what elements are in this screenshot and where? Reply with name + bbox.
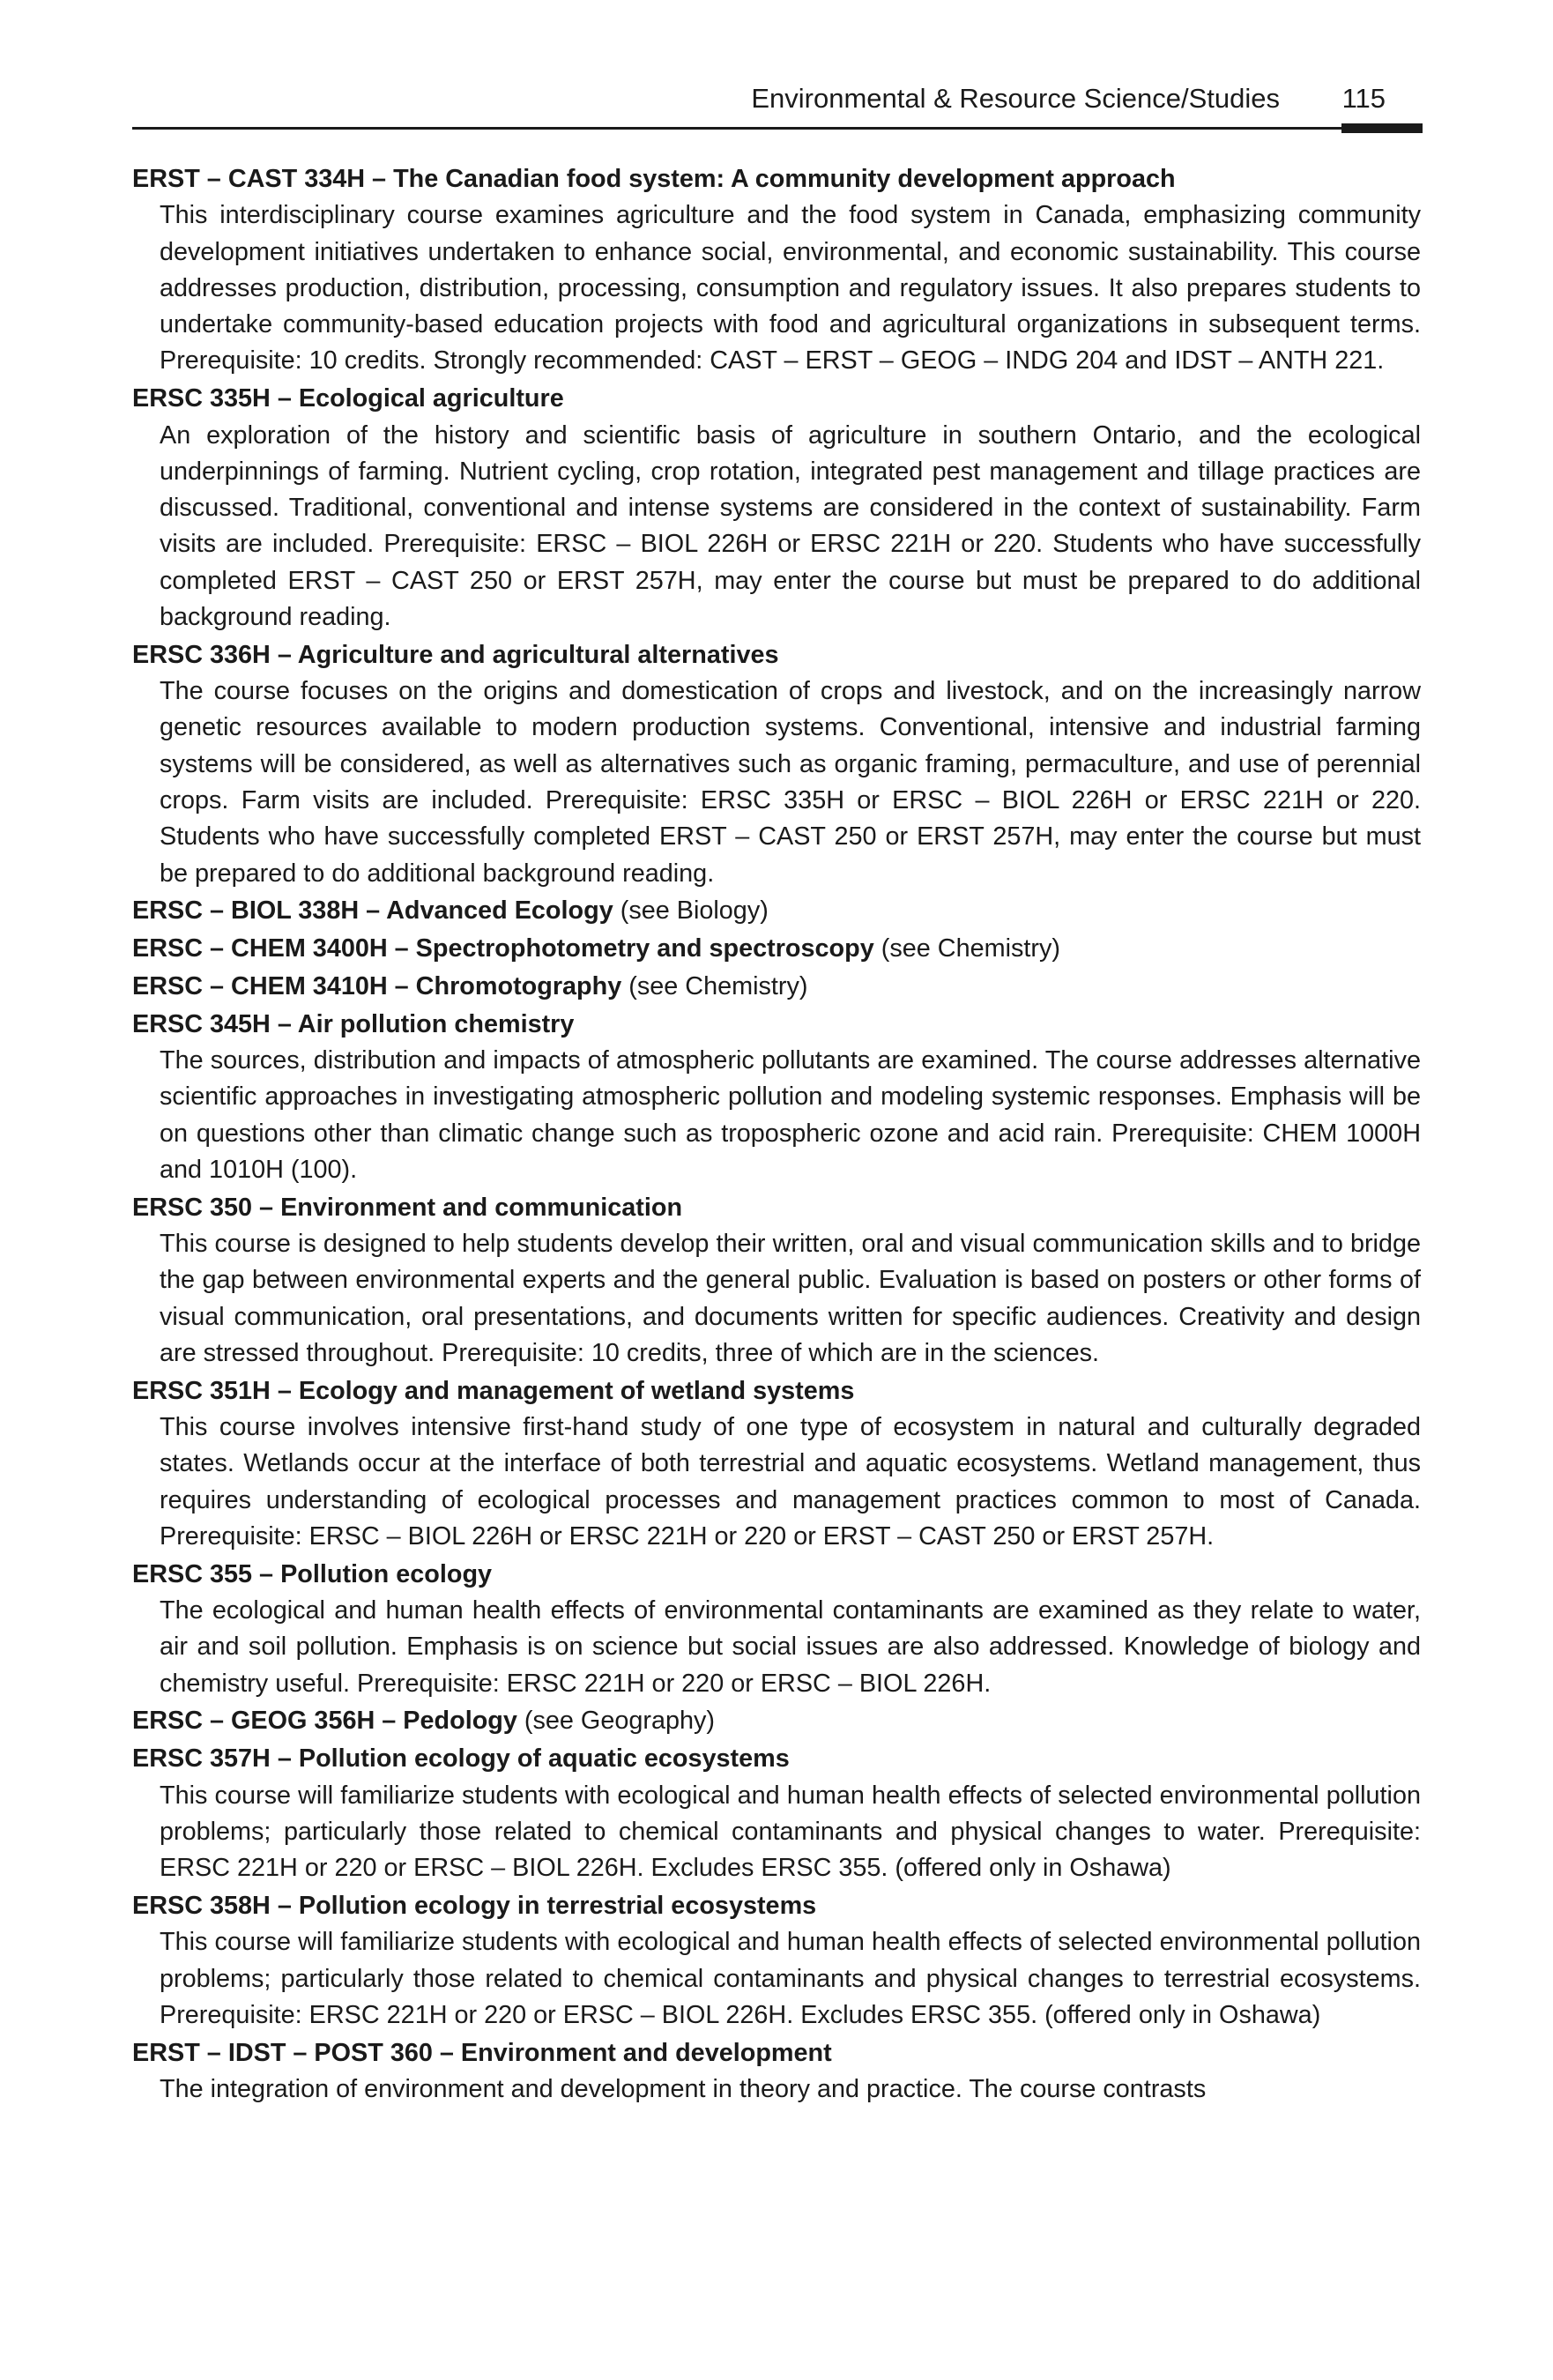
course-heading — [132, 2035, 1421, 2071]
cross-reference: (see Biology) — [620, 896, 769, 926]
course-description: The course focuses on the origins and domestication of crops and livestock, and on the increasingly narrow genetic resources available to modern production systems. Conventional, intensive and industrial farming systems will be considered, as well as alternatives such as organic framing, permaculture, and use of perennial crops. Farm visits are included. Prerequisite: ERSC 335H or ERSC – BIOL 226H or ERSC 221H or 220. Students who have successfully completed ERST – CAST 250 or ERST 257H, may enter the course but must be prepared to do additional background reading. — [160, 677, 1421, 888]
course-list — [132, 161, 1421, 2109]
course-entry — [132, 1373, 1421, 1555]
course-title: ERSC 355 – Pollution ecology — [132, 1559, 493, 1588]
course-heading — [132, 1557, 1421, 1593]
course-heading — [132, 1007, 1421, 1043]
cross-reference: (see Chemistry) — [881, 934, 1060, 963]
course-title: ERSC 351H – Ecology and management of wetland systems — [132, 1376, 855, 1405]
page-number: 115 — [1341, 83, 1386, 114]
calendar-page — [132, 0, 1421, 2380]
course-heading — [132, 1888, 1421, 1924]
course-heading — [132, 1190, 1421, 1226]
course-entry — [132, 637, 1421, 892]
course-entry — [132, 1190, 1421, 1372]
course-title: ERSC – CHEM 3410H – Chromotography — [132, 972, 622, 1001]
course-heading — [132, 931, 1421, 967]
course-description: The ecological and human health effects of environmental contaminants are examined as they relate to water, air and soil pollution. Emphasis is on science but social issues are also addressed. Knowledge of biology and chemistry useful. Prerequisite: ERSC 221H or 220 or ERSC – BIOL 226H. — [160, 1596, 1421, 1698]
course-description: This interdisciplinary course examines agriculture and the food system in Canada, emphasizing community development initiatives undertaken to enhance social, environmental, and economic sustainability. This course addresses production, distribution, processing, consumption and regulatory issues. It also prepares students to undertake community-based education projects with food and agricultural organizations in subsequent terms. Prerequisite: 10 credits. Strongly recommended: CAST – ERST – GEOG – INDG 204 and IDST – ANTH 221. — [160, 201, 1421, 376]
course-heading — [132, 381, 1421, 417]
course-description: An exploration of the history and scientific basis of agriculture in southern Ontario, and the ecological underpinnings of farming. Nutrient cycling, crop rotation, integrated pest management and tillage practices are discussed. Traditional, conventional and intense systems are considered in the context of sustainability. Farm visits are included. Prerequisite: ERSC – BIOL 226H or ERSC 221H or 220. Students who have successfully completed ERST – CAST 250 or ERST 257H, may enter the course but must be prepared to do additional background reading. — [160, 420, 1421, 632]
course-title: ERSC 335H – Ecological agriculture — [132, 384, 564, 413]
section-tab-marker — [1341, 123, 1423, 133]
course-title: ERSC 357H – Pollution ecology of aquatic ecosystems — [132, 1744, 790, 1774]
cross-reference: (see Geography) — [524, 1707, 715, 1736]
course-entry — [132, 381, 1421, 636]
running-header — [132, 78, 1421, 130]
course-description: The sources, distribution and impacts of atmospheric pollutants are examined. The course addresses alternative scientific approaches in investigating atmospheric pollution and modeling systemic responses. Emphasis will be on questions other than climatic change such as tropospheric ozone and acid rain. Prerequisite: CHEM 1000H and 1010H (100). — [160, 1046, 1421, 1185]
course-description: This course will familiarize students with ecological and human health effects of selected environmental pollution problems; particularly those related to chemical contaminants and physical changes to terrestrial ecosystems. Prerequisite: ERSC 221H or 220 or ERSC – BIOL 226H. Excludes ERSC 355. (offered only in Oshawa) — [160, 1928, 1421, 2029]
course-title: ERST – IDST – POST 360 – Environment and development — [132, 2038, 832, 2067]
course-entry — [132, 893, 1421, 929]
course-description: This course is designed to help students develop their written, oral and visual communication skills and to bridge the gap between environmental experts and the general public. Evaluation is based on posters or other forms of visual communication, oral presentations, and documents written for specific audiences. Creativity and design are stressed throughout. Prerequisite: 10 credits, three of which are in the sciences. — [160, 1230, 1421, 1367]
course-heading — [132, 1741, 1421, 1777]
course-title: ERSC – GEOG 356H – Pedology — [132, 1707, 517, 1736]
course-title: ERST – CAST 334H – The Canadian food system: A community development approach — [132, 165, 1176, 193]
course-entry — [132, 1007, 1421, 1188]
course-title: ERSC 345H – Air pollution chemistry — [132, 1009, 575, 1038]
course-title: ERSC 358H – Pollution ecology in terrestrial ecosystems — [132, 1891, 817, 1920]
course-title: ERSC 350 – Environment and communication — [132, 1193, 683, 1222]
course-entry — [132, 931, 1421, 967]
course-entry — [132, 2035, 1421, 2109]
course-title: ERSC – CHEM 3400H – Spectrophotometry and spectroscopy — [132, 934, 874, 963]
course-title: ERSC – BIOL 338H – Advanced Ecology — [132, 896, 613, 926]
course-entry — [132, 1557, 1421, 1702]
course-description: This course involves intensive first-hand study of one type of ecosystem in natural and culturally degraded states. Wetlands occur at the interface of both terrestrial and aquatic ecosystems. Wetland management, thus requires understanding of ecological processes and management practices common to most of Canada. Prerequisite: ERSC – BIOL 226H or ERSC 221H or 220 or ERST – CAST 250 or ERST 257H. — [160, 1413, 1421, 1551]
course-heading — [132, 637, 1421, 673]
course-entry — [132, 1703, 1421, 1739]
course-title: ERSC 336H – Agriculture and agricultural alternatives — [132, 640, 779, 669]
course-heading — [132, 1373, 1421, 1409]
course-heading — [132, 969, 1421, 1005]
course-entry — [132, 1741, 1421, 1886]
section-title: Environmental & Resource Science/Studies — [751, 83, 1280, 114]
course-entry — [132, 969, 1421, 1005]
course-heading — [132, 1703, 1421, 1739]
cross-reference: (see Chemistry) — [628, 972, 808, 1001]
course-description: The integration of environment and development in theory and practice. The course contrasts — [160, 2074, 1207, 2103]
course-description: This course will familiarize students with ecological and human health effects of selected environmental pollution problems; particularly those related to chemical contaminants and physical changes to water. Prerequisite: ERSC 221H or 220 or ERSC – BIOL 226H. Excludes ERSC 355. (offered only in Oshawa) — [160, 1781, 1421, 1883]
course-entry — [132, 1888, 1421, 2034]
course-heading — [132, 161, 1421, 197]
course-heading — [132, 893, 1421, 929]
course-entry — [132, 161, 1421, 380]
